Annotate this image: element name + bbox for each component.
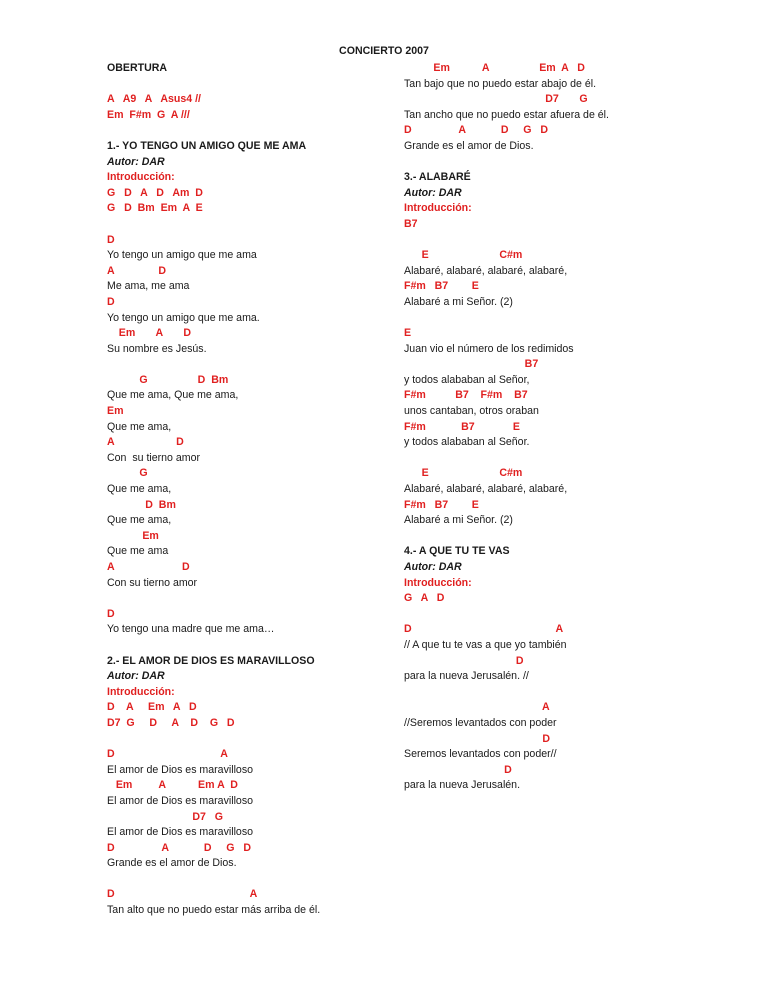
blank-line [107,591,407,607]
lyric-line: El amor de Dios es maravilloso [107,826,254,839]
lyric-line: Alabaré a mi Señor. (2) [404,514,513,527]
song-heading: 1.- YO TENGO UN AMIGO QUE ME AMA [107,139,307,152]
lyric-line: Tan alto que no puedo estar más arriba de él. [107,904,321,917]
blank-line [404,155,704,171]
blank-line [107,638,407,654]
lyric-line: Que me ama [107,545,169,558]
chord-line: G A D [404,592,445,605]
song-heading: 3.- ALABARÉ [404,171,471,184]
chord-line: D7 G [404,93,588,106]
blank-line [404,529,704,545]
lyric-line: para la nueva Jerusalén. // [404,670,529,683]
blank-line [404,451,704,467]
chord-line: A D [107,436,184,449]
chord-line: D A [107,888,258,901]
lyric-line: El amor de Dios es maravilloso [107,794,254,807]
intro-label: Introducción: [404,202,472,215]
intro-label: Introducción: [107,171,175,184]
chord-line: B7 [404,217,418,230]
author-line: Autor: DAR [107,670,165,683]
chord-line: Em [107,529,159,542]
chord-line: A D [107,561,190,573]
chord-line: D A [404,623,564,636]
chord-line: G D Bm Em A E [107,202,203,215]
left-column [107,61,407,919]
lyric-line: Alabaré a mi Señor. (2) [404,295,513,308]
lyric-line: Que me ama, [107,514,172,527]
chord-line: G D A D Am D [107,186,203,199]
lyric-line: para la nueva Jerusalén. [404,779,521,792]
chord-line: A D [107,264,167,277]
blank-line [404,607,704,623]
chord-line: D A D G D [107,841,252,854]
chord-line: Em [107,405,124,418]
chord-line: D [107,233,115,246]
blank-line [404,685,704,701]
chord-line: D7 G D A D G D [107,716,235,729]
chord-line: E [404,327,412,340]
chord-line: B7 [404,358,539,371]
blank-line [107,77,407,93]
chord-line: D [404,654,524,667]
chord-line: G [107,467,148,480]
chord-line: D7 G [107,810,223,823]
lyric-line: Tan bajo que no puedo estar abajo de él. [404,77,597,90]
blank-line [107,217,407,233]
chord-line: Em A D [107,327,191,340]
author-line: Autor: DAR [107,155,165,168]
chord-line: F#m B7 E [404,280,479,293]
author-line: Autor: DAR [404,561,462,573]
lyric-line: El amor de Dios es maravilloso [107,763,254,776]
chord-line: Em A Em A D [404,62,585,74]
lyric-line: unos cantaban, otros oraban [404,405,539,418]
chord-line: D A Em A D [107,701,197,714]
right-column [404,61,704,794]
lyric-line: Con su tierno amor [107,451,201,464]
lyric-line: Alabaré, alabaré, alabaré, alabaré, [404,483,568,496]
intro-label: Introducción: [404,576,472,589]
lyric-line: Grande es el amor de Dios. [107,857,237,870]
chord-line: G D Bm [107,373,229,386]
chord-line: A A9 A Asus4 // [107,93,201,106]
blank-line [107,732,407,748]
lyric-line: Yo tengo un amigo que me ama [107,249,257,262]
lyric-line: //Seremos levantados con poder [404,716,557,729]
chord-line: D A [107,748,228,761]
blank-line [107,357,407,373]
chord-line: F#m B7 E [404,498,479,511]
song-heading: 2.- EL AMOR DE DIOS ES MARAVILLOSO [107,654,315,667]
chord-line: D [107,607,115,620]
lyric-line: Grande es el amor de Dios. [404,139,534,152]
lyric-line: Yo tengo un amigo que me ama. [107,311,260,324]
blank-line [404,233,704,249]
lyric-line: Su nombre es Jesús. [107,342,207,355]
lyric-line: y todos alababan al Señor. [404,436,530,449]
lyric-line: y todos alababan al Señor, [404,373,530,386]
lyric-line: Me ama, me ama [107,280,190,293]
lyric-line: Tan ancho que no puedo estar afuera de él. [404,108,609,121]
lyric-line: Seremos levantados con poder// [404,748,557,761]
blank-line [107,872,407,888]
lyric-line: Yo tengo una madre que me ama… [107,623,275,636]
chord-line: E C#m [404,249,523,262]
intro-label: Introducción: [107,685,175,698]
chord-line: E C#m [404,467,523,480]
chord-line: A [404,701,550,714]
lyric-line: Con su tierno amor [107,576,198,589]
blank-line [107,123,407,139]
author-line: Autor: DAR [404,186,462,199]
chord-line: D Bm [107,498,176,511]
chord-line: D [404,732,550,745]
chord-line: D A D G D [404,124,549,137]
chord-line: Em F#m G A /// [107,108,190,121]
song-heading: 4.- A QUE TU TE VAS [404,545,510,558]
chord-line: D [107,295,115,308]
chord-line: F#m B7 E [404,420,520,433]
lyric-line: Juan vio el número de los redimidos [404,342,574,355]
lyric-line: Que me ama, [107,420,172,433]
lyric-line: // A que tu te vas a que yo también [404,638,567,651]
chord-line: Em A Em A D [107,779,238,792]
chord-line: F#m B7 F#m B7 [404,389,528,402]
lyric-line: Que me ama, [107,483,172,496]
song-heading: OBERTURA [107,62,168,74]
chord-line: D [404,763,512,776]
page-title: CONCIERTO 2007 [339,45,429,57]
lyric-line: Que me ama, Que me ama, [107,389,239,402]
blank-line [404,311,704,327]
lyric-line: Alabaré, alabaré, alabaré, alabaré, [404,264,568,277]
